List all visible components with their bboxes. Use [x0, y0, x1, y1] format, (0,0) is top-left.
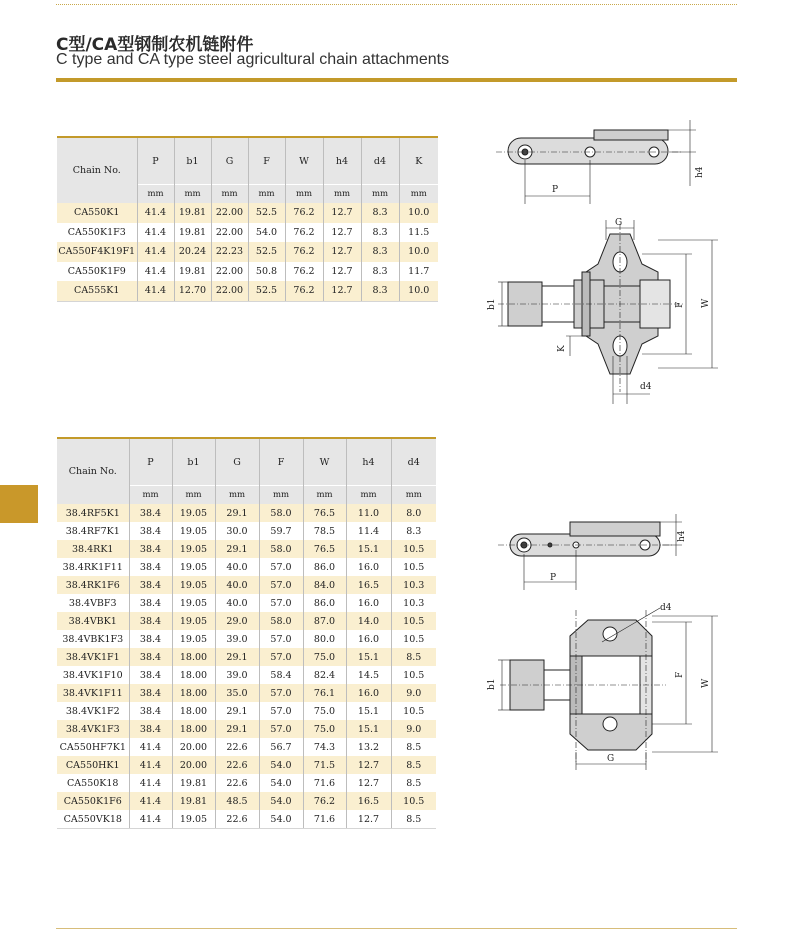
value-cell: 11.7 [399, 262, 438, 282]
value-cell: 52.5 [248, 203, 285, 223]
table-row [57, 262, 438, 282]
value-cell: 38.4 [129, 630, 172, 648]
value-cell: 10.5 [391, 666, 436, 684]
value-cell: 41.4 [129, 756, 172, 774]
value-cell: 19.05 [172, 522, 215, 540]
spec-table-2-body [57, 504, 436, 829]
chain-no-cell: 38.4RK1 [57, 540, 129, 558]
value-cell: 57.0 [259, 630, 303, 648]
chain-no-cell: CA550K1F6 [57, 792, 129, 810]
value-cell: 22.23 [211, 242, 248, 262]
value-cell: 19.81 [172, 792, 215, 810]
value-cell: 10.0 [399, 203, 438, 223]
spec-table-2 [57, 437, 436, 829]
chain-no-header: Chain No. [57, 438, 129, 504]
col-header: d4 [361, 137, 399, 185]
value-cell: 71.6 [303, 774, 346, 792]
value-cell: 41.4 [129, 774, 172, 792]
page-title-cn: C型/CA型钢制农机链附件 [56, 35, 254, 55]
chain-no-cell: CA550K18 [57, 774, 129, 792]
value-cell: 75.0 [303, 702, 346, 720]
value-cell: 8.5 [391, 774, 436, 792]
value-cell: 86.0 [303, 594, 346, 612]
value-cell: 71.5 [303, 756, 346, 774]
dim-label-f: F [675, 301, 685, 308]
value-cell: 8.3 [361, 262, 399, 282]
value-cell: 57.0 [259, 720, 303, 738]
unit-cell: mm [259, 486, 303, 505]
value-cell: 8.3 [361, 242, 399, 262]
col-header: G [211, 137, 248, 185]
table-row [57, 576, 436, 594]
value-cell: 19.05 [172, 630, 215, 648]
value-cell: 76.2 [285, 203, 323, 223]
unit-cell: mm [174, 185, 211, 204]
table-row [57, 223, 438, 243]
value-cell: 58.0 [259, 504, 303, 522]
value-cell: 8.5 [391, 648, 436, 666]
top-view [498, 220, 718, 404]
value-cell: 41.4 [137, 262, 174, 282]
value-cell: 57.0 [259, 702, 303, 720]
dim-label-f: F [675, 671, 685, 678]
value-cell: 14.5 [346, 666, 391, 684]
value-cell: 19.81 [172, 774, 215, 792]
dim-label-p: P [552, 185, 559, 195]
value-cell: 10.5 [391, 792, 436, 810]
unit-cell: mm [399, 185, 438, 204]
top-view [498, 608, 718, 770]
value-cell: 22.6 [215, 756, 259, 774]
value-cell: 12.7 [323, 242, 361, 262]
value-cell: 19.05 [172, 504, 215, 522]
value-cell: 76.2 [303, 792, 346, 810]
value-cell: 50.8 [248, 262, 285, 282]
value-cell: 29.1 [215, 648, 259, 666]
value-cell: 52.5 [248, 242, 285, 262]
table-row [57, 648, 436, 666]
chain-no-cell: 38.4VBK1F3 [57, 630, 129, 648]
unit-cell: mm [323, 185, 361, 204]
dim-label-b1: b1 [487, 298, 497, 310]
dim-label-h4: h4 [695, 166, 705, 178]
chain-no-cell: CA550HF7K1 [57, 738, 129, 756]
unit-cell: mm [129, 486, 172, 505]
chain-no-cell: CA550HK1 [57, 756, 129, 774]
value-cell: 76.5 [303, 540, 346, 558]
table-row [57, 720, 436, 738]
unit-cell: mm [248, 185, 285, 204]
value-cell: 71.6 [303, 810, 346, 829]
value-cell: 15.1 [346, 540, 391, 558]
chain-no-cell: CA550VK18 [57, 810, 129, 829]
value-cell: 11.4 [346, 522, 391, 540]
unit-cell: mm [391, 486, 436, 505]
unit-cell: mm [172, 486, 215, 505]
value-cell: 59.7 [259, 522, 303, 540]
value-cell: 16.0 [346, 594, 391, 612]
value-cell: 22.00 [211, 203, 248, 223]
value-cell: 12.7 [323, 223, 361, 243]
value-cell: 11.5 [399, 223, 438, 243]
value-cell: 38.4 [129, 594, 172, 612]
value-cell: 80.0 [303, 630, 346, 648]
value-cell: 20.24 [174, 242, 211, 262]
attachment-drawing-1 [470, 112, 730, 404]
value-cell: 58.4 [259, 666, 303, 684]
dim-label-g: G [607, 754, 615, 764]
value-cell: 18.00 [172, 702, 215, 720]
top-dotted-rule [56, 4, 737, 5]
chain-no-cell: CA550K1F9 [57, 262, 137, 282]
unit-cell: mm [303, 486, 346, 505]
dim-label-w: W [701, 678, 711, 688]
table-row [57, 810, 436, 829]
col-header: G [215, 438, 259, 486]
value-cell: 16.5 [346, 792, 391, 810]
value-cell: 8.3 [361, 223, 399, 243]
value-cell: 12.7 [346, 756, 391, 774]
value-cell: 29.1 [215, 720, 259, 738]
value-cell: 19.81 [174, 223, 211, 243]
value-cell: 40.0 [215, 576, 259, 594]
value-cell: 41.4 [129, 792, 172, 810]
value-cell: 12.7 [323, 281, 361, 301]
value-cell: 57.0 [259, 594, 303, 612]
value-cell: 20.00 [172, 756, 215, 774]
value-cell: 22.00 [211, 223, 248, 243]
dim-label-p: P [550, 573, 557, 583]
table-row [57, 504, 436, 522]
spec-table-1 [57, 136, 438, 302]
table-row [57, 684, 436, 702]
unit-cell: mm [285, 185, 323, 204]
table-row [57, 630, 436, 648]
value-cell: 12.7 [323, 203, 361, 223]
value-cell: 76.5 [303, 504, 346, 522]
value-cell: 38.4 [129, 720, 172, 738]
value-cell: 15.1 [346, 720, 391, 738]
chain-no-cell: 38.4RF5K1 [57, 504, 129, 522]
dim-label-w: W [701, 298, 711, 308]
col-header: b1 [174, 137, 211, 185]
value-cell: 29.1 [215, 540, 259, 558]
value-cell: 22.6 [215, 738, 259, 756]
value-cell: 54.0 [259, 792, 303, 810]
value-cell: 38.4 [129, 540, 172, 558]
table-row [57, 281, 438, 301]
value-cell: 8.3 [391, 522, 436, 540]
value-cell: 10.0 [399, 242, 438, 262]
dim-label-h4: h4 [677, 530, 687, 542]
value-cell: 76.2 [285, 242, 323, 262]
value-cell: 58.0 [259, 612, 303, 630]
table-row [57, 540, 436, 558]
value-cell: 35.0 [215, 684, 259, 702]
col-header: h4 [346, 438, 391, 486]
value-cell: 54.0 [248, 223, 285, 243]
value-cell: 18.00 [172, 720, 215, 738]
title-underline-bar [56, 78, 737, 82]
value-cell: 48.5 [215, 792, 259, 810]
value-cell: 16.0 [346, 558, 391, 576]
side-view [496, 120, 696, 204]
value-cell: 40.0 [215, 594, 259, 612]
value-cell: 10.5 [391, 702, 436, 720]
value-cell: 19.05 [172, 594, 215, 612]
value-cell: 18.00 [172, 684, 215, 702]
value-cell: 54.0 [259, 810, 303, 829]
chain-no-cell: 38.4VBK1 [57, 612, 129, 630]
value-cell: 29.1 [215, 504, 259, 522]
value-cell: 41.4 [129, 810, 172, 829]
col-header: P [137, 137, 174, 185]
value-cell: 57.0 [259, 558, 303, 576]
value-cell: 74.3 [303, 738, 346, 756]
value-cell: 38.4 [129, 504, 172, 522]
chain-no-header: Chain No. [57, 137, 137, 203]
value-cell: 14.0 [346, 612, 391, 630]
dim-label-d4: d4 [640, 382, 652, 392]
value-cell: 19.05 [172, 810, 215, 829]
table-row [57, 612, 436, 630]
value-cell: 41.4 [137, 281, 174, 301]
unit-cell: mm [361, 185, 399, 204]
value-cell: 19.05 [172, 576, 215, 594]
unit-cell: mm [211, 185, 248, 204]
value-cell: 10.3 [391, 576, 436, 594]
value-cell: 22.6 [215, 774, 259, 792]
chain-no-cell: 38.4VK1F3 [57, 720, 129, 738]
dim-label-g: G [615, 218, 623, 228]
value-cell: 20.00 [172, 738, 215, 756]
value-cell: 10.0 [399, 281, 438, 301]
table-row [57, 666, 436, 684]
value-cell: 12.7 [323, 262, 361, 282]
unit-cell: mm [346, 486, 391, 505]
value-cell: 38.4 [129, 522, 172, 540]
value-cell: 16.5 [346, 576, 391, 594]
chain-no-cell: CA550K1F3 [57, 223, 137, 243]
value-cell: 38.4 [129, 684, 172, 702]
table-row [57, 702, 436, 720]
col-header: P [129, 438, 172, 486]
chain-no-cell: CA555K1 [57, 281, 137, 301]
value-cell: 19.05 [172, 540, 215, 558]
col-header: F [248, 137, 285, 185]
value-cell: 12.7 [346, 774, 391, 792]
value-cell: 38.4 [129, 558, 172, 576]
value-cell: 57.0 [259, 684, 303, 702]
value-cell: 82.4 [303, 666, 346, 684]
value-cell: 29.0 [215, 612, 259, 630]
unit-cell: mm [137, 185, 174, 204]
page-title-en: C type and CA type steel agricultural chain attachments [56, 51, 450, 68]
value-cell: 10.5 [391, 630, 436, 648]
value-cell: 11.0 [346, 504, 391, 522]
value-cell: 56.7 [259, 738, 303, 756]
table-row [57, 738, 436, 756]
value-cell: 22.00 [211, 262, 248, 282]
value-cell: 58.0 [259, 540, 303, 558]
value-cell: 10.5 [391, 558, 436, 576]
col-header: d4 [391, 438, 436, 486]
value-cell: 8.5 [391, 738, 436, 756]
value-cell: 75.0 [303, 648, 346, 666]
col-header: b1 [172, 438, 215, 486]
value-cell: 19.05 [172, 558, 215, 576]
chain-no-cell: 38.4RF7K1 [57, 522, 129, 540]
value-cell: 87.0 [303, 612, 346, 630]
value-cell: 38.4 [129, 666, 172, 684]
chain-no-cell: 38.4VK1F1 [57, 648, 129, 666]
value-cell: 8.5 [391, 810, 436, 829]
value-cell: 22.00 [211, 281, 248, 301]
col-header: h4 [323, 137, 361, 185]
value-cell: 18.00 [172, 648, 215, 666]
chain-no-cell: 38.4VBF3 [57, 594, 129, 612]
value-cell: 39.0 [215, 630, 259, 648]
value-cell: 76.1 [303, 684, 346, 702]
col-header: K [399, 137, 438, 185]
col-header: W [285, 137, 323, 185]
dim-label-b1: b1 [487, 678, 497, 690]
value-cell: 52.5 [248, 281, 285, 301]
value-cell: 38.4 [129, 576, 172, 594]
value-cell: 39.0 [215, 666, 259, 684]
value-cell: 12.70 [174, 281, 211, 301]
value-cell: 22.6 [215, 810, 259, 829]
value-cell: 15.1 [346, 702, 391, 720]
value-cell: 19.05 [172, 612, 215, 630]
value-cell: 76.2 [285, 281, 323, 301]
value-cell: 76.2 [285, 262, 323, 282]
value-cell: 54.0 [259, 756, 303, 774]
value-cell: 30.0 [215, 522, 259, 540]
value-cell: 38.4 [129, 702, 172, 720]
value-cell: 57.0 [259, 576, 303, 594]
value-cell: 10.3 [391, 594, 436, 612]
value-cell: 38.4 [129, 612, 172, 630]
value-cell: 10.5 [391, 540, 436, 558]
value-cell: 15.1 [346, 648, 391, 666]
value-cell: 16.0 [346, 630, 391, 648]
value-cell: 19.81 [174, 203, 211, 223]
chain-no-cell: 38.4VK1F10 [57, 666, 129, 684]
value-cell: 41.4 [137, 242, 174, 262]
col-header: F [259, 438, 303, 486]
table-row [57, 203, 438, 223]
value-cell: 19.81 [174, 262, 211, 282]
value-cell: 18.00 [172, 666, 215, 684]
side-view [498, 514, 682, 590]
chain-no-cell: CA550F4K19F1 [57, 242, 137, 262]
value-cell: 78.5 [303, 522, 346, 540]
spec-table-1-body [57, 203, 438, 301]
value-cell: 75.0 [303, 720, 346, 738]
table-row [57, 522, 436, 540]
table-row [57, 242, 438, 262]
value-cell: 8.5 [391, 756, 436, 774]
attachment-drawing-2 [470, 508, 730, 776]
table-row [57, 558, 436, 576]
unit-cell: mm [215, 486, 259, 505]
side-section-tab [0, 485, 38, 523]
value-cell: 84.0 [303, 576, 346, 594]
dim-label-d4: d4 [660, 603, 672, 613]
value-cell: 38.4 [129, 648, 172, 666]
table-row [57, 594, 436, 612]
dim-label-k: K [557, 345, 567, 352]
chain-no-cell: 38.4VK1F2 [57, 702, 129, 720]
chain-no-cell: 38.4RK1F11 [57, 558, 129, 576]
value-cell: 86.0 [303, 558, 346, 576]
value-cell: 76.2 [285, 223, 323, 243]
value-cell: 41.4 [137, 203, 174, 223]
value-cell: 41.4 [129, 738, 172, 756]
value-cell: 9.0 [391, 720, 436, 738]
chain-no-cell: 38.4VK1F11 [57, 684, 129, 702]
chain-no-cell: CA550K1 [57, 203, 137, 223]
value-cell: 13.2 [346, 738, 391, 756]
value-cell: 40.0 [215, 558, 259, 576]
value-cell: 57.0 [259, 648, 303, 666]
value-cell: 29.1 [215, 702, 259, 720]
value-cell: 16.0 [346, 684, 391, 702]
value-cell: 12.7 [346, 810, 391, 829]
value-cell: 9.0 [391, 684, 436, 702]
value-cell: 41.4 [137, 223, 174, 243]
value-cell: 8.0 [391, 504, 436, 522]
value-cell: 54.0 [259, 774, 303, 792]
value-cell: 8.3 [361, 203, 399, 223]
value-cell: 10.5 [391, 612, 436, 630]
col-header: W [303, 438, 346, 486]
table-row [57, 792, 436, 810]
table-row [57, 756, 436, 774]
table-row [57, 774, 436, 792]
chain-no-cell: 38.4RK1F6 [57, 576, 129, 594]
value-cell: 8.3 [361, 281, 399, 301]
